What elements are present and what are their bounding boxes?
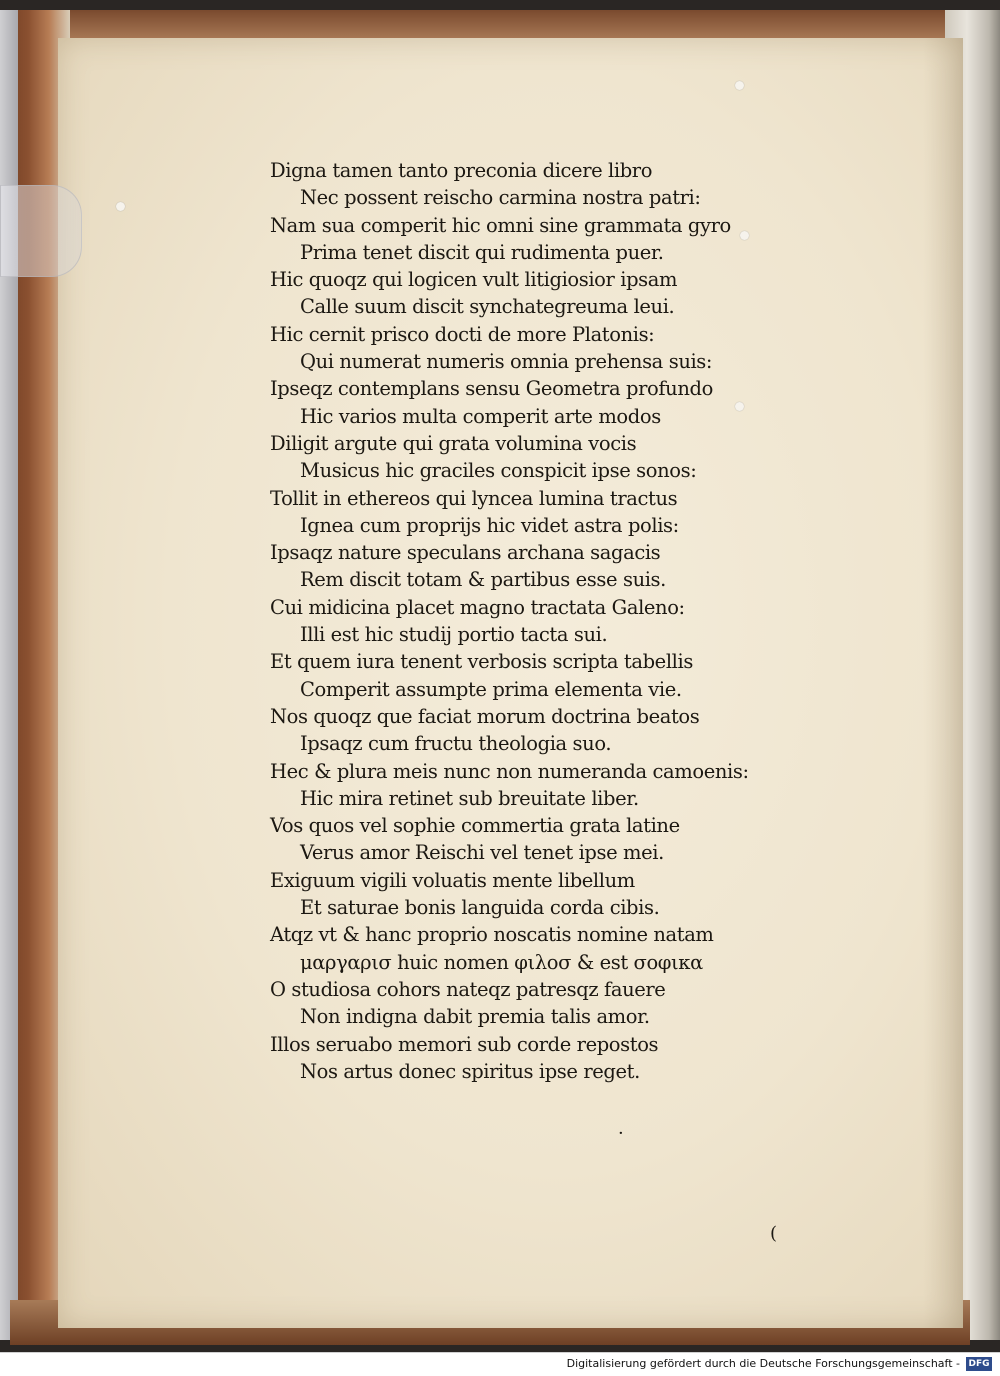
verse-line: Exiguum vigili voluatis mente libellum bbox=[270, 868, 635, 892]
verse-line: Illi est hic studij portio tacta sui. bbox=[300, 623, 608, 647]
verse-line: Illos seruabo memori sub corde repostos bbox=[270, 1032, 659, 1056]
verse-line: Vos quos vel sophie commertia grata latine bbox=[270, 814, 680, 838]
footer-bar bbox=[0, 1352, 1000, 1376]
verse-line: Nec possent reischo carmina nostra patri: bbox=[300, 186, 701, 210]
verse-line: Comperit assumpte prima elementa vie. bbox=[300, 677, 682, 701]
verse-line: Nos artus donec spiritus ipse reget. bbox=[300, 1059, 640, 1083]
binding-hole bbox=[116, 202, 125, 211]
verse-line: Et quem iura tenent verbosis scripta tabellis bbox=[270, 650, 693, 674]
verse-line: Atqz vt & hanc proprio noscatis nomine natam bbox=[270, 923, 714, 947]
verse-line: Musicus hic graciles conspicit ipse sonos: bbox=[300, 459, 697, 483]
verse-line: Nam sua comperit hic omni sine grammata gyro bbox=[270, 213, 731, 237]
verse-line: Ipsaqz cum fructu theologia suo. bbox=[300, 732, 612, 756]
verse-line: Hic mira retinet sub breuitate liber. bbox=[300, 786, 639, 810]
dfg-logo[interactable]: DFG bbox=[966, 1357, 992, 1371]
verse-line: Cui midicina placet magno tractata Galeno: bbox=[270, 595, 685, 619]
verse-line: Ipsaqz nature speculans archana sagacis bbox=[270, 541, 661, 565]
verse-line: Et saturae bonis languida corda cibis. bbox=[300, 896, 660, 920]
verse-line: Rem discit totam & partibus esse suis. bbox=[300, 568, 666, 592]
verse-line: Verus amor Reischi vel tenet ipse mei. bbox=[300, 841, 664, 865]
verse-line: Tollit in ethereos qui lyncea lumina tractus bbox=[270, 486, 678, 510]
verse-line: Calle suum discit synchategreuma leui. bbox=[300, 295, 675, 319]
verse-text-block bbox=[270, 157, 790, 1085]
verse-line: μαργαρισ huic nomen φιλοσ & est σοφικα bbox=[300, 950, 703, 974]
verse-line: Prima tenet discit qui rudimenta puer. bbox=[300, 240, 664, 264]
ink-mark: ( bbox=[770, 1223, 778, 1244]
verse-line: Hic quoqz qui logicen vult litigiosior ipsam bbox=[270, 268, 678, 292]
verse-line: Digna tamen tanto preconia dicere libro bbox=[270, 159, 653, 182]
verse-line: Hic cernit prisco docti de more Platonis: bbox=[270, 322, 655, 346]
verse-line: Hic varios multa comperit arte modos bbox=[300, 404, 661, 428]
verse-line: Hec & plura meis nunc non numeranda camoenis: bbox=[270, 759, 749, 783]
verse-line: O studiosa cohors nateqz patresqz fauere bbox=[270, 977, 666, 1001]
binding-hole bbox=[735, 81, 744, 90]
verse-line: Ignea cum proprijs hic videt astra polis: bbox=[300, 513, 679, 537]
verse-line: Ipseqz contemplans sensu Geometra profundo bbox=[270, 377, 713, 401]
ink-mark: · bbox=[618, 1123, 624, 1144]
verse-line: Non indigna dabit premia talis amor. bbox=[300, 1005, 650, 1029]
verse-line: Nos quoqz que faciat morum doctrina beatos bbox=[270, 704, 700, 728]
verse-line: Qui numerat numeris omnia prehensa suis: bbox=[300, 350, 713, 374]
verse-line: Diligit argute qui grata volumina vocis bbox=[270, 431, 637, 455]
footer-credit: Digitalisierung gefördert durch die Deutsche Forschungsgemeinschaft - bbox=[566, 1357, 960, 1370]
page-clip-holder bbox=[0, 185, 82, 277]
